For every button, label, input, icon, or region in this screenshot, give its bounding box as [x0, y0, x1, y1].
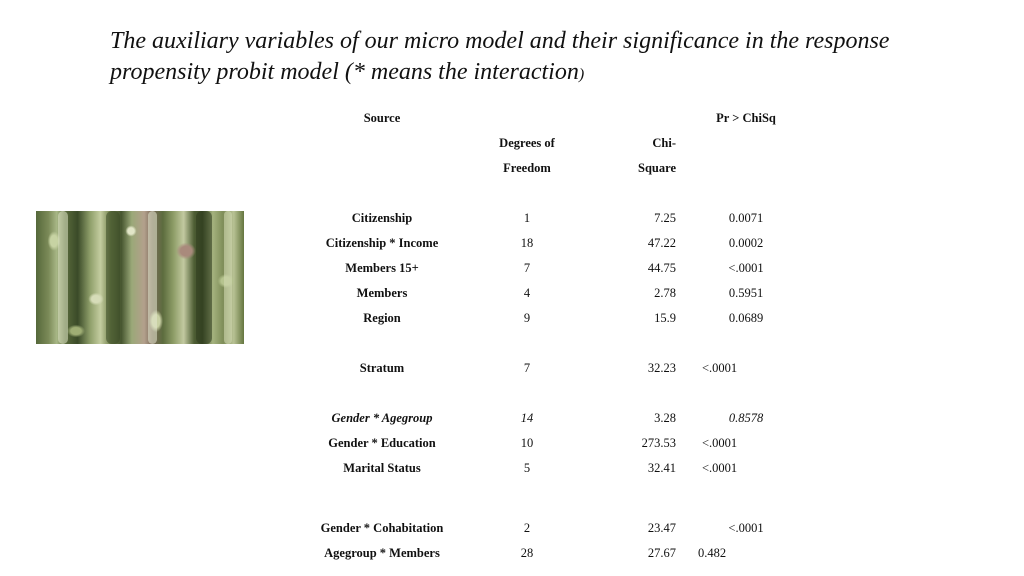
spacer-row	[300, 331, 816, 356]
header-row-1	[300, 106, 816, 131]
row-df: 10	[520, 436, 534, 450]
row-df: 18	[520, 236, 534, 250]
title-text: The auxiliary variables of our micro model and their significance in the response propensity probit model (* means the interaction	[110, 28, 890, 85]
spacer-row	[300, 181, 816, 206]
row-df: 1	[523, 211, 531, 225]
row-source: Gender * Cohabitation	[320, 521, 444, 535]
table-row	[300, 456, 816, 481]
row-source: Stratum	[359, 361, 405, 375]
photo-texture	[58, 211, 68, 344]
title-close-paren: )	[578, 66, 585, 83]
header-source: Source	[363, 111, 401, 125]
photo-texture	[196, 211, 212, 344]
row-chisq: 32.23	[647, 361, 676, 375]
table-row	[300, 516, 816, 541]
table-row	[300, 406, 816, 431]
row-pvalue: 0.0071	[728, 211, 764, 225]
row-pvalue: 0.0689	[728, 311, 764, 325]
row-pvalue: 0.5951	[728, 286, 764, 300]
page-title	[110, 26, 930, 90]
row-chisq: 47.22	[647, 236, 676, 250]
table-row	[300, 256, 816, 281]
row-source: Members 15+	[345, 261, 419, 275]
row-source: Members	[356, 286, 408, 300]
chi-square-table	[300, 106, 816, 566]
header-chi-line1: Chi-	[652, 136, 676, 150]
row-source: Citizenship	[351, 211, 413, 225]
row-pvalue: <.0001	[702, 436, 738, 450]
row-source: Agegroup * Members	[324, 546, 440, 560]
row-chisq: 7.25	[654, 211, 676, 225]
table-row	[300, 356, 816, 381]
table-row	[300, 306, 816, 331]
row-chisq: 23.47	[647, 521, 676, 535]
header-prchisq: Pr > ChiSq	[716, 111, 776, 125]
row-df: 5	[523, 461, 531, 475]
photo-texture	[106, 211, 120, 344]
header-chi-line2: Square	[638, 161, 676, 175]
row-pvalue: <.0001	[728, 521, 764, 535]
row-df: 7	[523, 361, 531, 375]
table-row	[300, 431, 816, 456]
row-pvalue: 0.0002	[728, 236, 764, 250]
row-source: Gender * Agegroup	[331, 411, 433, 425]
header-row-3	[300, 156, 816, 181]
row-chisq: 32.41	[647, 461, 676, 475]
row-source: Citizenship * Income	[325, 236, 439, 250]
moss-bark-photo	[36, 211, 244, 344]
table-row	[300, 206, 816, 231]
row-source: Gender * Education	[328, 436, 436, 450]
row-chisq: 15.9	[654, 311, 676, 325]
row-pvalue: <.0001	[702, 461, 738, 475]
header-blank	[464, 106, 590, 131]
table-row	[300, 541, 816, 566]
row-source: Marital Status	[343, 461, 421, 475]
row-pvalue: 0.482	[698, 546, 727, 560]
row-chisq: 27.67	[647, 546, 676, 560]
row-pvalue: 0.8578	[728, 411, 764, 425]
header-df-line1: Degrees of	[499, 136, 555, 150]
row-pvalue: <.0001	[728, 261, 764, 275]
row-pvalue: <.0001	[702, 361, 738, 375]
spacer-row	[300, 481, 816, 516]
table-row	[300, 281, 816, 306]
header-blank	[590, 106, 676, 131]
spacer-row	[300, 381, 816, 406]
row-chisq: 3.28	[654, 411, 676, 425]
row-df: 4	[523, 286, 531, 300]
row-df: 9	[523, 311, 531, 325]
row-chisq: 2.78	[654, 286, 676, 300]
row-df: 28	[520, 546, 534, 560]
header-df-line2: Freedom	[503, 161, 551, 175]
table-row	[300, 231, 816, 256]
row-source: Region	[363, 311, 401, 325]
photo-texture	[148, 211, 157, 344]
row-chisq: 273.53	[641, 436, 676, 450]
header-row-2	[300, 131, 816, 156]
row-chisq: 44.75	[647, 261, 676, 275]
row-df: 14	[520, 411, 534, 425]
photo-texture	[224, 211, 232, 344]
row-df: 7	[523, 261, 531, 275]
row-df: 2	[523, 521, 531, 535]
